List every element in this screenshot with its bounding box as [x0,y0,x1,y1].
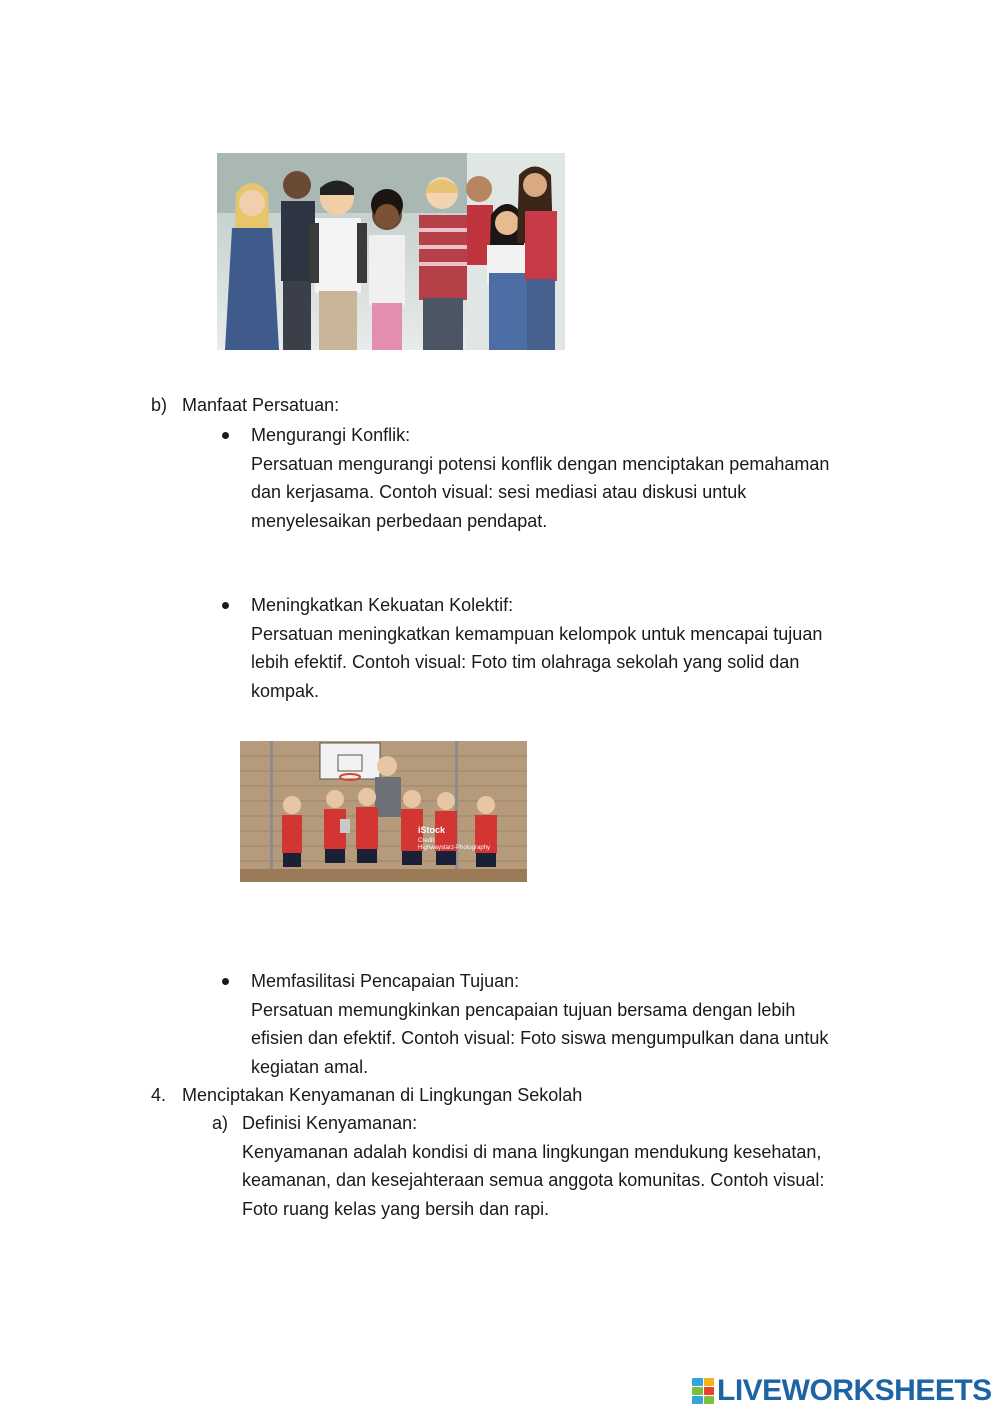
subsection-text-line: Foto ruang kelas yang bersih dan rapi. [242,1199,550,1219]
istock-credit-label: Credit: [418,838,436,844]
subsection-a-marker: a) [212,1113,229,1133]
bullet-text-line: lebih efektif. Contoh visual: Foto tim olahraga sekolah yang solid dan [251,652,800,672]
bullet-text-line: Persatuan memungkinkan pencapaian tujuan bersama dengan lebih [251,1000,796,1020]
liveworksheets-logo [692,1374,992,1408]
sports-team-photo [240,741,527,882]
bullet-text-line: dan kerjasama. Contoh visual: sesi mediasi atau diskusi untuk [251,482,747,502]
bullet-heading: Memfasilitasi Pencapaian Tujuan: [251,971,520,991]
subsection-a-title: Definisi Kenyamanan: [242,1113,418,1133]
bullet-dot [222,602,229,609]
section-4-marker: 4. [151,1085,167,1105]
bullet-text-line: kompak. [251,681,320,701]
bullet-text-line: efisien dan efektif. Contoh visual: Foto siswa mengumpulkan dana untuk [251,1028,829,1048]
bullet-heading: Mengurangi Konflik: [251,425,411,445]
subsection-text-line: Kenyamanan adalah kondisi di mana lingkungan mendukung kesehatan, [242,1142,822,1162]
section-b-title: Manfaat Persatuan: [182,395,340,415]
subsection-text-line: keamanan, dan kesejahteraan semua anggota komunitas. Contoh visual: [242,1170,825,1190]
bullet-text-line: Persatuan mengurangi potensi konflik dengan menciptakan pemahaman [251,454,830,474]
istock-credit-name: Highwaystarz-Photography [418,845,491,851]
bullet-text-line: Persatuan meningkatkan kemampuan kelompok untuk mencapai tujuan [251,624,823,644]
students-photo [217,153,565,350]
bullet-dot [222,978,229,985]
bullet-dot [222,432,229,439]
bullet-text-line: kegiatan amal. [251,1057,369,1077]
liveworksheets-badge-icon [692,1378,714,1404]
bullet-text-line: menyelesaikan perbedaan pendapat. [251,511,548,531]
section-b-marker: b) [151,395,168,415]
section-4-title: Menciptakan Kenyamanan di Lingkungan Sekolah [182,1085,583,1105]
istock-watermark: iStock [418,825,446,835]
bullet-heading: Meningkatkan Kekuatan Kolektif: [251,595,514,615]
liveworksheets-brand: LIVEWORKSHEETS [717,1374,992,1407]
